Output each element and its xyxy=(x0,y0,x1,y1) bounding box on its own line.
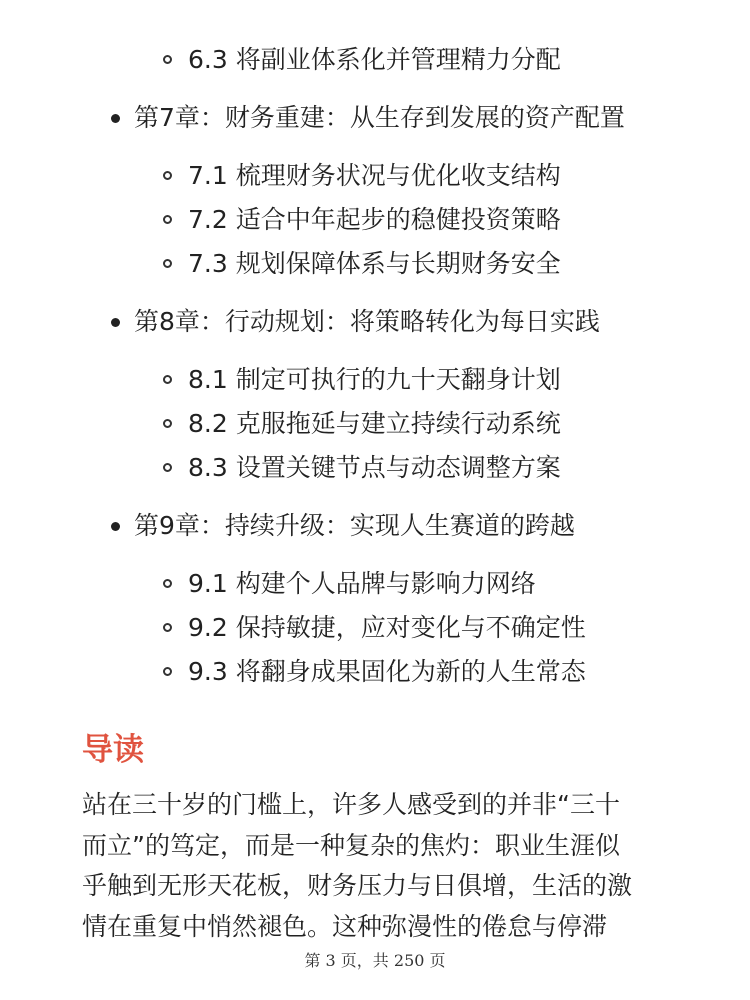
intro-paragraph xyxy=(82,785,672,947)
toc-item-9-3[interactable] xyxy=(0,650,750,694)
toc-item-8-3[interactable] xyxy=(0,446,750,490)
table-of-contents xyxy=(0,38,750,694)
paragraph-line: 站在三十岁的门槛上，许多人感受到的并非“三十 xyxy=(82,790,620,819)
hollow-bullet-icon xyxy=(163,215,172,224)
hollow-bullet-icon xyxy=(163,667,172,676)
toc-item-label: 9.3 将翻身成果固化为新的人生常态 xyxy=(188,657,586,686)
hollow-bullet-icon xyxy=(163,55,172,64)
toc-chapter-label: 第8章：行动规划：将策略转化为每日实践 xyxy=(134,307,600,336)
toc-item-9-1[interactable] xyxy=(0,562,750,606)
toc-chapter-9[interactable] xyxy=(0,504,750,548)
hollow-bullet-icon xyxy=(163,419,172,428)
toc-item-label: 9.1 构建个人品牌与影响力网络 xyxy=(188,569,536,598)
toc-item-7-3[interactable] xyxy=(0,242,750,286)
bullet-icon xyxy=(111,522,120,531)
paragraph-line: 情在重复中悄然褪色。这种弥漫性的倦怠与停滞 xyxy=(82,911,608,941)
hollow-bullet-icon xyxy=(163,623,172,632)
section-heading: 导读 xyxy=(82,732,144,768)
toc-chapter-8[interactable] xyxy=(0,300,750,344)
paragraph-line: 而立”的笃定，而是一种复杂的焦灼：职业生涯似 xyxy=(82,830,620,860)
toc-item-9-2[interactable] xyxy=(0,606,750,650)
toc-item-label: 7.3 规划保障体系与长期财务安全 xyxy=(188,249,561,278)
bullet-icon xyxy=(111,114,120,123)
toc-item-label: 8.1 制定可执行的九十天翻身计划 xyxy=(188,365,561,394)
toc-item-8-2[interactable] xyxy=(0,402,750,446)
toc-item-6-3[interactable] xyxy=(0,38,750,82)
toc-item-label: 7.1 梳理财务状况与优化收支结构 xyxy=(188,161,561,190)
paragraph-line: 乎触到无形天花板，财务压力与日俱增，生活的激 xyxy=(82,871,633,900)
bullet-icon xyxy=(111,318,120,327)
toc-item-8-1[interactable] xyxy=(0,358,750,402)
toc-chapter-label: 第9章：持续升级：实现人生赛道的跨越 xyxy=(134,511,575,540)
hollow-bullet-icon xyxy=(163,259,172,268)
toc-item-label: 7.2 适合中年起步的稳健投资策略 xyxy=(188,205,561,234)
hollow-bullet-icon xyxy=(163,463,172,472)
toc-item-label: 8.3 设置关键节点与动态调整方案 xyxy=(188,453,561,482)
page-indicator: 第 3 页，共 250 页 xyxy=(304,951,446,970)
hollow-bullet-icon xyxy=(163,375,172,384)
toc-item-label: 8.2 克服拖延与建立持续行动系统 xyxy=(188,409,561,438)
toc-item-7-1[interactable] xyxy=(0,154,750,198)
toc-chapter-7[interactable] xyxy=(0,96,750,140)
toc-item-label: 6.3 将副业体系化并管理精力分配 xyxy=(188,45,561,74)
toc-item-7-2[interactable] xyxy=(0,198,750,242)
toc-item-label: 9.2 保持敏捷，应对变化与不确定性 xyxy=(188,613,586,642)
hollow-bullet-icon xyxy=(163,171,172,180)
toc-chapter-label: 第7章：财务重建：从生存到发展的资产配置 xyxy=(134,103,625,132)
hollow-bullet-icon xyxy=(163,579,172,588)
